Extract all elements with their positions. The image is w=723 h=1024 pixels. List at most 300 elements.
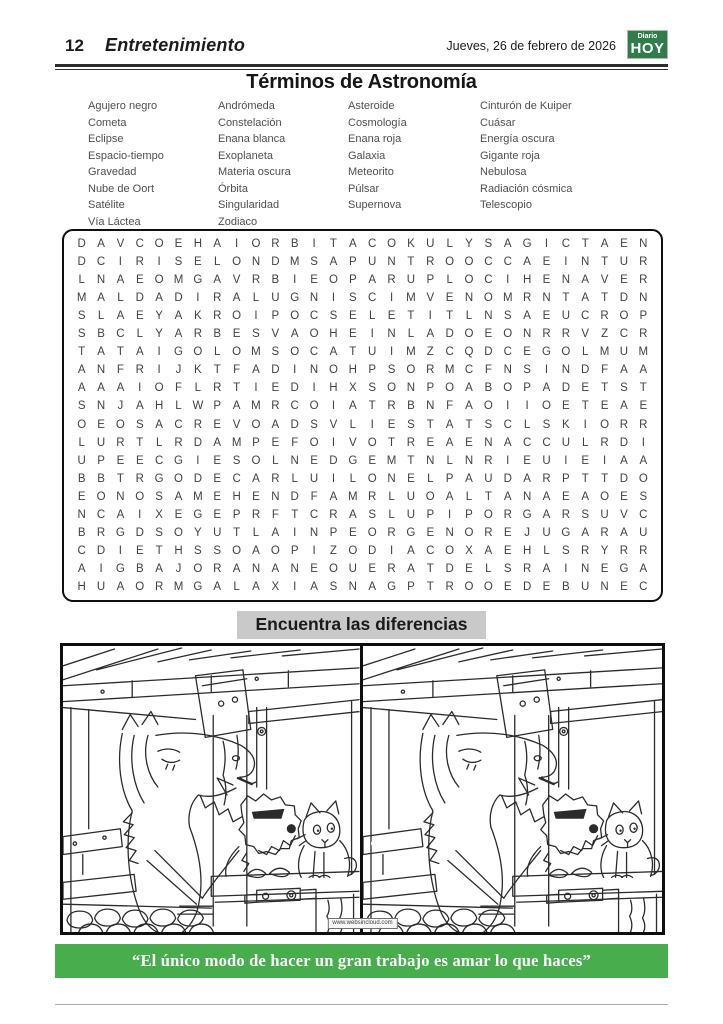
grid-letter: S	[174, 256, 183, 269]
grid-letter: I	[293, 580, 297, 593]
grid-letter: C	[368, 292, 377, 305]
grid-letter: E	[503, 580, 512, 593]
grid-letter: E	[426, 436, 435, 449]
grid-letter: M	[638, 346, 649, 359]
grid-letter: F	[174, 382, 183, 395]
grid-letter: A	[445, 418, 454, 431]
grid-letter: L	[465, 310, 473, 323]
grid-letter: I	[331, 292, 336, 305]
grid-letter: L	[136, 328, 143, 341]
word-column	[218, 98, 348, 230]
grid-letter: C	[309, 346, 319, 359]
grid-letter: H	[193, 238, 203, 251]
grid-letter: O	[154, 274, 164, 287]
grid-letter: E	[135, 454, 144, 467]
grid-letter: B	[484, 382, 493, 395]
grid-letter: O	[290, 346, 300, 359]
grid-letter: B	[290, 238, 299, 251]
grid-letter: A	[503, 436, 512, 449]
word-list-item: Satélite	[88, 199, 125, 211]
grid-letter: C	[368, 238, 377, 251]
grid-letter: U	[581, 580, 590, 593]
grid-letter: T	[446, 310, 454, 323]
grid-letter: E	[368, 562, 377, 575]
grid-letter: D	[503, 472, 512, 485]
grid-letter: R	[406, 436, 416, 449]
grid-letter: S	[213, 544, 222, 557]
grid-letter: P	[368, 364, 377, 377]
grid-letter: C	[503, 418, 512, 431]
grid-letter: A	[310, 580, 318, 593]
word-list-item: Exoplaneta	[218, 149, 274, 162]
grid-letter: L	[465, 490, 473, 503]
grid-letter: L	[78, 274, 85, 287]
grid-letter: Y	[155, 328, 163, 341]
grid-letter: A	[368, 274, 377, 287]
grid-letter: U	[309, 472, 319, 485]
grid-letter: G	[542, 346, 551, 359]
grid-letter: Y	[465, 238, 473, 251]
grid-letter: S	[232, 454, 241, 467]
grid-letter: A	[465, 472, 473, 485]
grid-letter: Z	[601, 328, 609, 341]
grid-letter: G	[522, 508, 532, 521]
word-column	[480, 98, 648, 230]
grid-letter: T	[562, 292, 570, 305]
grid-letter: A	[174, 490, 183, 503]
grid-letter: I	[448, 508, 452, 521]
grid-letter: I	[525, 400, 529, 413]
grid-letter: O	[77, 418, 87, 431]
grid-letter: P	[213, 400, 222, 413]
grid-letter: R	[561, 328, 570, 341]
grid-letter: K	[194, 310, 202, 323]
grid-letter: R	[639, 418, 648, 431]
grid-letter: I	[389, 346, 394, 359]
word-list-item: Radiación cósmica	[480, 182, 573, 195]
grid-letter: G	[290, 292, 300, 305]
grid-letter: N	[348, 580, 357, 593]
grid-letter: I	[331, 436, 336, 449]
grid-letter: R	[484, 526, 493, 539]
grid-letter: A	[271, 562, 280, 575]
grid-letter: A	[639, 562, 648, 575]
grid-letter: P	[348, 256, 357, 269]
grid-letter: N	[639, 292, 648, 305]
grid-letter: X	[155, 508, 163, 521]
grid-letter: L	[117, 292, 124, 305]
grid-letter: O	[270, 544, 280, 557]
grid-letter: N	[445, 526, 454, 539]
grid-letter: N	[639, 238, 648, 251]
grid-letter: O	[483, 508, 493, 521]
grid-letter: E	[484, 328, 493, 341]
grid-letter: E	[542, 310, 551, 323]
grid-letter: O	[503, 382, 513, 395]
grid-letter: L	[407, 328, 415, 341]
grid-letter: T	[155, 544, 163, 557]
grid-letter: G	[522, 238, 532, 251]
grid-letter: X	[348, 382, 357, 395]
grid-letter: E	[639, 400, 648, 413]
grid-letter: C	[619, 328, 629, 341]
grid-letter: T	[426, 418, 434, 431]
grid-letter: L	[446, 454, 453, 467]
grid-letter: A	[271, 526, 280, 539]
grid-letter: C	[154, 454, 164, 467]
grid-letter: I	[331, 472, 336, 485]
grid-letter: U	[271, 292, 280, 305]
grid-letter: R	[387, 400, 396, 413]
grid-letter: E	[348, 310, 357, 323]
grid-letter: A	[484, 544, 493, 557]
grid-letter: C	[484, 256, 493, 269]
grid-letter: U	[561, 310, 570, 323]
grid-letter: T	[407, 454, 415, 467]
grid-letter: A	[213, 238, 222, 251]
grid-letter: E	[620, 274, 628, 287]
grid-letter: Y	[155, 310, 163, 323]
grid-letter: N	[96, 400, 106, 413]
grid-letter: N	[251, 562, 261, 575]
grid-letter: R	[484, 454, 493, 467]
grid-letter: A	[252, 580, 260, 593]
grid-letter: A	[271, 418, 280, 431]
logo-top-text: Diario	[637, 33, 658, 40]
grid-letter: R	[503, 508, 512, 521]
grid-letter: Y	[194, 526, 202, 539]
grid-letter: N	[581, 562, 590, 575]
grid-letter: T	[407, 310, 415, 323]
grid-letter: I	[312, 238, 316, 251]
grid-letter: R	[542, 328, 551, 341]
grid-letter: T	[601, 472, 609, 485]
word-list-item: Meteorito	[348, 166, 394, 178]
grid-letter: J	[524, 526, 530, 539]
grid-letter: S	[329, 310, 338, 323]
grid-letter: E	[465, 436, 473, 449]
grid-letter: U	[542, 526, 551, 539]
grid-letter: C	[309, 310, 319, 323]
grid-letter: R	[522, 292, 532, 305]
grid-letter: E	[387, 310, 396, 323]
grid-letter: C	[503, 346, 512, 359]
grid-letter: B	[562, 580, 570, 593]
grid-letter: I	[293, 364, 297, 377]
grid-letter: R	[271, 472, 280, 485]
grid-letter: S	[503, 310, 512, 323]
grid-letter: I	[157, 364, 161, 377]
grid-letter: I	[506, 274, 510, 287]
grid-letter: A	[155, 418, 163, 431]
grid-letter: N	[581, 256, 590, 269]
grid-letter: I	[564, 454, 568, 467]
grid-letter: M	[76, 292, 87, 305]
word-list-item: Eclipse	[88, 133, 124, 145]
grid-letter: E	[562, 490, 570, 503]
grid-letter: I	[583, 418, 587, 431]
grid-letter: T	[78, 346, 86, 359]
grid-letter: H	[522, 274, 532, 287]
grid-letter: N	[271, 490, 280, 503]
grid-letter: D	[522, 580, 532, 593]
word-list-item: Enana blanca	[218, 133, 286, 145]
grid-letter: T	[136, 436, 144, 449]
grid-letter: A	[581, 490, 590, 503]
grid-letter: S	[155, 526, 163, 539]
grid-letter: P	[329, 526, 338, 539]
grid-letter: O	[600, 418, 610, 431]
grid-letter: O	[328, 274, 338, 287]
grid-letter: D	[619, 436, 629, 449]
grid-letter: O	[174, 526, 183, 539]
grid-letter: A	[77, 562, 86, 575]
grid-letter: T	[581, 400, 589, 413]
grid-letter: O	[464, 328, 474, 341]
grid-letter: A	[620, 364, 628, 377]
word-list-item: Gigante roja	[480, 149, 540, 162]
grid-letter: L	[78, 436, 85, 449]
grid-letter: C	[96, 508, 106, 521]
grid-letter: D	[271, 256, 280, 269]
grid-letter: A	[445, 490, 454, 503]
grid-letter: L	[349, 472, 357, 485]
grid-letter: E	[523, 346, 531, 359]
grid-letter: O	[464, 580, 474, 593]
grid-letter: O	[561, 346, 571, 359]
grid-letter: N	[309, 292, 319, 305]
grid-letter: P	[465, 508, 473, 521]
grid-letter: I	[370, 418, 374, 431]
grid-letter: R	[426, 364, 435, 377]
grid-letter: G	[387, 580, 397, 593]
grid-letter: U	[542, 454, 551, 467]
grid-letter: O	[483, 580, 493, 593]
grid-letter: I	[564, 562, 568, 575]
differences-image-left	[63, 646, 363, 932]
logo-main-text: HOY	[630, 40, 665, 57]
grid-letter: T	[116, 472, 124, 485]
grid-letter: U	[600, 508, 609, 521]
grid-letter: E	[213, 418, 222, 431]
grid-letter: R	[193, 328, 203, 341]
wordsearch-grid	[62, 229, 663, 602]
grid-letter: S	[484, 418, 493, 431]
grid-letter: N	[96, 274, 106, 287]
grid-letter: D	[290, 382, 299, 395]
grid-letter: P	[97, 454, 105, 467]
grid-letter: P	[232, 508, 241, 521]
word-list-item: Vía Láctea	[88, 215, 141, 228]
stable-scene-right	[363, 646, 663, 932]
word-list	[88, 98, 650, 230]
grid-letter: R	[639, 544, 648, 557]
grid-letter: U	[77, 454, 86, 467]
grid-letter: F	[291, 436, 299, 449]
grid-letter: U	[348, 562, 357, 575]
grid-letter: S	[484, 238, 493, 251]
grid-letter: C	[290, 400, 299, 413]
grid-letter: M	[173, 274, 184, 287]
grid-letter: R	[213, 292, 222, 305]
grid-letter: A	[97, 382, 105, 395]
grid-letter: O	[445, 256, 455, 269]
grid-letter: M	[406, 292, 416, 305]
grid-letter: A	[445, 436, 454, 449]
grid-letter: I	[99, 562, 103, 575]
grid-letter: A	[407, 562, 415, 575]
grid-letter: M	[386, 454, 397, 467]
grid-letter: R	[271, 400, 280, 413]
grid-letter: I	[157, 256, 161, 269]
grid-letter: N	[309, 364, 319, 377]
grid-letter: E	[562, 400, 570, 413]
word-list-item: Constelación	[218, 116, 282, 129]
word-list-item: Energía oscura	[480, 133, 555, 145]
grid-letter: E	[174, 508, 183, 521]
grid-letter: V	[232, 274, 241, 287]
grid-letter: L	[252, 526, 260, 539]
grid-letter: R	[600, 436, 609, 449]
grid-letter: S	[368, 382, 377, 395]
grid-letter: N	[464, 454, 474, 467]
word-list-item: Singularidad	[218, 199, 280, 211]
grid-letter: P	[252, 436, 260, 449]
grid-letter: A	[174, 310, 183, 323]
grid-letter: O	[445, 544, 455, 557]
grid-letter: N	[484, 310, 493, 323]
grid-letter: G	[348, 454, 358, 467]
grid-letter: U	[406, 274, 416, 287]
grid-letter: E	[213, 508, 222, 521]
grid-letter: I	[564, 256, 568, 269]
grid-letter: S	[407, 418, 415, 431]
grid-letter: T	[233, 382, 241, 395]
grid-letter: R	[639, 274, 648, 287]
grid-letter: U	[368, 346, 377, 359]
grid-letter: C	[639, 508, 648, 521]
grid-letter: D	[96, 544, 106, 557]
word-list-item: Nebulosa	[480, 166, 527, 178]
grid-letter: E	[600, 562, 609, 575]
grid-letter: A	[329, 490, 338, 503]
grid-letter: A	[232, 292, 241, 305]
grid-letter: A	[135, 346, 144, 359]
grid-letter: I	[602, 454, 607, 467]
grid-letter: A	[368, 580, 377, 593]
footer-rule	[55, 1004, 668, 1005]
grid-letter: N	[309, 526, 319, 539]
wordsearch-title: Términos de Astronomía	[246, 71, 477, 93]
grid-letter: U	[619, 256, 629, 269]
grid-letter: O	[193, 346, 203, 359]
grid-letter: P	[523, 382, 531, 395]
grid-letter: E	[620, 490, 628, 503]
grid-letter: G	[115, 526, 125, 539]
word-column	[88, 98, 218, 230]
grid-letter: R	[116, 436, 125, 449]
grid-letter: G	[561, 526, 571, 539]
grid-letter: H	[348, 364, 357, 377]
grid-letter: L	[194, 382, 202, 395]
grid-letter: E	[581, 454, 590, 467]
grid-letter: L	[485, 562, 492, 575]
grid-letter: D	[368, 544, 377, 557]
grid-letter: O	[464, 256, 474, 269]
grid-letter: T	[388, 436, 396, 449]
grid-letter: S	[523, 364, 531, 377]
grid-letter: I	[370, 328, 374, 341]
grid-letter: D	[135, 292, 144, 305]
grid-letter: R	[639, 328, 648, 341]
grid-letter: A	[639, 454, 648, 467]
grid-letter: A	[116, 382, 125, 395]
grid-letter: G	[115, 562, 125, 575]
grid-letter: A	[581, 292, 590, 305]
grid-letter: T	[639, 382, 647, 395]
grid-letter: L	[214, 256, 221, 269]
grid-letter: H	[174, 544, 183, 557]
grid-letter: R	[135, 364, 144, 377]
grid-letter: V	[600, 274, 609, 287]
grid-letter: N	[542, 292, 551, 305]
grid-letter: L	[155, 436, 163, 449]
grid-letter: N	[561, 274, 570, 287]
word-list-item: Órbita	[218, 182, 248, 195]
grid-letter: O	[445, 382, 455, 395]
grid-letter: B	[97, 472, 105, 485]
grid-letter: G	[193, 508, 203, 521]
grid-letter: A	[116, 508, 125, 521]
quote-text: “El único modo de hacer un gran trabajo es amar lo que haces”	[132, 951, 591, 970]
grid-letter: D	[77, 256, 86, 269]
grid-letter: C	[174, 418, 183, 431]
grid-letter: O	[251, 454, 261, 467]
quote-bar	[55, 944, 668, 978]
grid-letter: E	[445, 292, 454, 305]
grid-letter: A	[232, 400, 241, 413]
grid-letter: L	[272, 454, 279, 467]
grid-letter: A	[329, 256, 338, 269]
grid-letter: E	[348, 328, 357, 341]
grid-letter: S	[77, 328, 86, 341]
grid-letter: D	[619, 472, 629, 485]
grid-letter: U	[406, 490, 416, 503]
grid-letter: N	[464, 292, 474, 305]
grid-letter: A	[426, 328, 435, 341]
grid-letter: B	[271, 274, 280, 287]
differences-title-wrap	[0, 611, 723, 639]
grid-letter: A	[232, 562, 241, 575]
grid-letter: E	[310, 454, 318, 467]
grid-letter: D	[619, 292, 629, 305]
grid-letter: E	[213, 490, 222, 503]
grid-letter: A	[523, 310, 531, 323]
grid-letter: A	[213, 436, 222, 449]
grid-letter: I	[254, 310, 258, 323]
grid-letter: O	[328, 562, 338, 575]
grid-letter: N	[426, 400, 435, 413]
grid-letter: T	[213, 364, 221, 377]
grid-letter: A	[348, 400, 357, 413]
grid-letter: H	[77, 580, 86, 593]
grid-letter: O	[638, 472, 648, 485]
grid-letter: M	[406, 346, 416, 359]
grid-letter: T	[601, 256, 609, 269]
grid-letter: G	[174, 454, 183, 467]
grid-letter: T	[407, 256, 415, 269]
grid-letter: R	[135, 256, 144, 269]
